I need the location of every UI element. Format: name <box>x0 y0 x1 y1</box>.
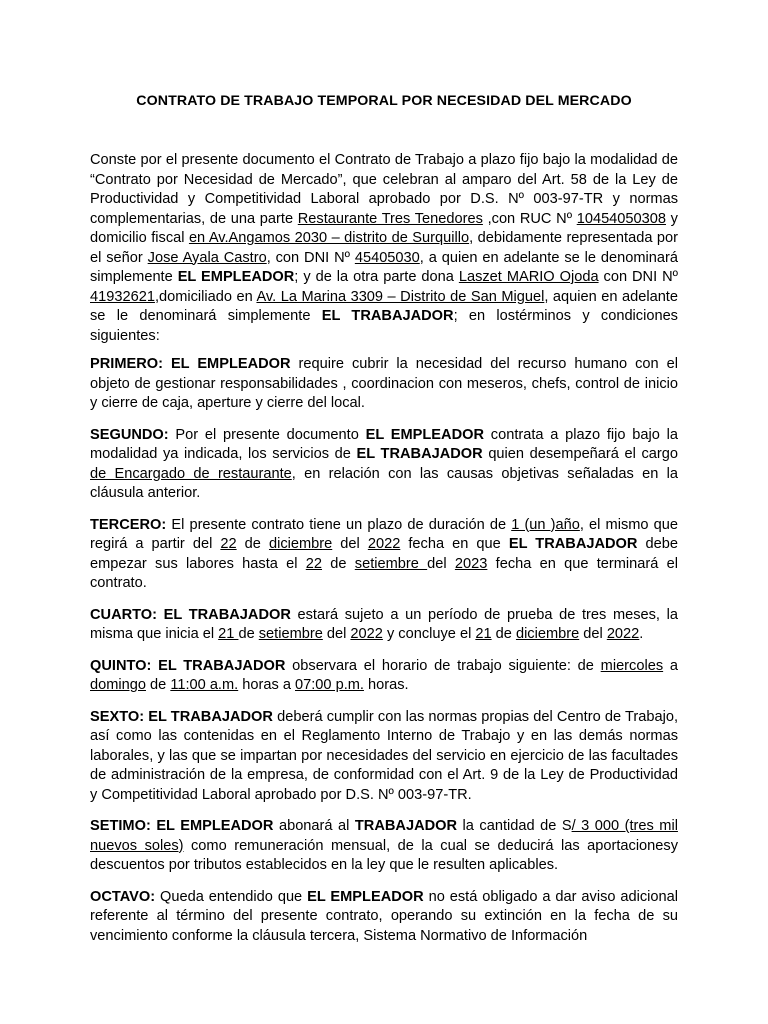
work-time-to: 07:00 p.m. <box>295 677 364 693</box>
company-ruc: 10454050308 <box>576 210 666 227</box>
clause-text: no está obligado a dar aviso adicional referente al término del presente contrato, operando su extinción en la fecha de su vencimiento conforme la cláusula tercera, Sistema Normativo de Información <box>90 888 679 944</box>
intro-text: Conste por el presente documento el Contrato de Trabajo a plazo fijo bajo la modalidad de “Contrato por Necesidad de Mercado”, que celebran al amparo del Art. 58 de la Ley de Productividad y Competitividad Laboral aprobado por D.S. Nº 003-97-TR y normas complementarias, de una parte <box>90 152 678 227</box>
party-term: EL TRABAJADOR <box>356 446 483 462</box>
start-day: 22 <box>220 536 237 552</box>
clause-text: de <box>491 626 516 642</box>
clause-label: SETIMO: <box>90 818 151 834</box>
intro-text: y domicilio fiscal <box>90 210 678 246</box>
clause-text: , el mismo que regirá a partir del <box>90 516 678 552</box>
clause-text: del <box>579 626 607 642</box>
intro-text: ,con RUC Nº <box>482 210 577 227</box>
representative-name: Jose Ayala Castro <box>147 249 267 266</box>
party-term: TRABAJADOR <box>354 818 458 834</box>
clause-text: contrata a plazo fijo bajo la modalidad ya indicada, los servicios de <box>90 426 679 462</box>
trial-end-day: 21 <box>475 626 492 642</box>
trial-end-month: diciembre <box>515 626 580 642</box>
job-position: de Encargado de restaurante <box>90 465 292 482</box>
party-term: EL TRABAJADOR <box>151 657 286 674</box>
intro-text: ; en lostérminos y condiciones siguientes: <box>90 308 678 344</box>
intro-text: ; y de la otra parte dona <box>294 269 459 285</box>
trial-end-year: 2022 <box>606 626 640 642</box>
clause-setimo <box>90 817 678 876</box>
salary-amount: / 3 000 (tres mil nuevos soles) <box>90 818 678 854</box>
clause-text: de <box>236 536 269 552</box>
trial-start-year: 2022 <box>350 626 383 642</box>
party-term: EL TRABAJADOR <box>508 536 638 552</box>
trial-start-day: 21 <box>218 626 239 642</box>
clause-text: fecha en que terminará el contrato. <box>90 555 679 591</box>
clause-text: Por el presente documento <box>168 426 366 443</box>
clause-text: de <box>145 677 171 693</box>
clause-text: del <box>427 555 455 572</box>
intro-text: , a quien en adelante se le denominará simplemente <box>90 249 678 285</box>
clause-text: horas a <box>238 677 295 693</box>
company-name: Restaurante Tres Tenedores <box>297 210 483 227</box>
intro-text: , debidamente representada por el señor <box>90 230 678 266</box>
clause-text: fecha en que <box>400 536 509 552</box>
representative-dni: 45405030 <box>354 249 420 266</box>
employer-term: EL EMPLEADOR <box>177 269 295 285</box>
clause-text: quien desempeñará el cargo <box>482 446 678 462</box>
clause-text: la cantidad de S <box>457 818 572 834</box>
work-time-from: 11:00 a.m. <box>170 677 239 693</box>
party-term: EL TRABAJADOR <box>144 708 273 725</box>
clause-text: horas. <box>363 677 409 693</box>
clause-text: debe empezar sus labores hasta el <box>90 536 678 572</box>
company-address: en Av.Angamos 2030 – distrito de Surquillo <box>188 230 470 246</box>
clause-label: SEXTO: <box>90 708 145 725</box>
start-month: diciembre <box>268 536 333 552</box>
intro-text: , aquien en adelante se le denominará simplemente <box>90 288 678 324</box>
clause-text: abonará al <box>273 818 355 834</box>
contract-body <box>90 151 678 958</box>
clause-text: a <box>663 657 678 674</box>
clause-text: de <box>238 626 259 642</box>
clause-text: Queda entendido que <box>155 888 308 905</box>
party-term: EL TRABAJADOR <box>157 606 291 623</box>
intro-paragraph <box>90 151 678 346</box>
worker-dni: 41932621 <box>90 288 155 305</box>
clause-text: El presente contrato tiene un plazo de duración de <box>166 516 512 533</box>
clause-label: OCTAVO: <box>90 888 156 905</box>
clause-text: del <box>332 536 368 552</box>
clause-text: require cubrir la necesidad del recurso humano con el objeto de gestionar responsabilidades , coordinacion con meseros, chefs, control de inicio y cierre de caja, aperture y cierre del local. <box>90 356 678 411</box>
end-day: 22 <box>305 555 323 572</box>
clause-text: como remuneración mensual, de la cual se deducirá las aportacionesy descuentos por tributos establecidos en la ley que le resulten aplicables. <box>90 837 678 873</box>
clause-text: deberá cumplir con las normas propias del Centro de Trabajo, así como las contenidas en el Reglamento Interno de Trabajo y en las demás normas laborales, y las que se impartan por necesidades del servicio en ejercicio de las facultades de administración de la empresa, de conformidad con el Art. 9 de la Ley de Productividad y Competitividad Laboral aprobado por D.S. Nº 003-97-TR. <box>90 708 678 803</box>
contract-title: CONTRATO DE TRABAJO TEMPORAL POR NECESIDAD DEL MERCADO <box>136 93 632 109</box>
clause-text: y concluye el <box>382 626 476 642</box>
work-day-from: miercoles <box>600 657 664 674</box>
clause-quinto <box>90 657 678 696</box>
clause-text: . <box>639 626 644 642</box>
clause-octavo <box>90 888 678 947</box>
clause-label: CUARTO: <box>90 606 158 623</box>
work-day-to: domingo <box>90 677 146 693</box>
worker-name: Laszet MARIO Ojoda <box>458 269 599 285</box>
clause-cuarto <box>90 606 678 645</box>
intro-text: ,domiciliado en <box>154 288 257 305</box>
worker-term: EL TRABAJADOR <box>321 308 454 324</box>
party-term: EL EMPLEADOR <box>162 356 291 372</box>
clause-label: TERCERO: <box>90 516 167 533</box>
clause-primero <box>90 355 678 414</box>
clause-label: QUINTO: <box>90 657 152 674</box>
clause-text: observara el horario de trabajo siguiente: de <box>285 657 601 674</box>
clause-segundo <box>90 426 678 504</box>
trial-start-month: setiembre <box>258 626 323 642</box>
clause-text: de <box>322 555 355 572</box>
party-term: EL EMPLEADOR <box>307 888 424 905</box>
contract-duration: 1 (un )año <box>511 516 580 533</box>
clause-tercero <box>90 516 678 594</box>
intro-text: , con DNI Nº <box>266 249 355 266</box>
worker-address: Av. La Marina 3309 – Distrito de San Miguel <box>256 288 545 305</box>
intro-text: con DNI Nº <box>598 269 678 285</box>
clause-text: del <box>322 626 351 642</box>
clause-text: estará sujeto a un período de prueba de tres meses, la misma que inicia el <box>90 606 678 642</box>
end-year: 2023 <box>454 555 488 572</box>
party-term: EL EMPLEADOR <box>365 426 485 443</box>
end-month: setiembre <box>354 555 428 572</box>
clause-text: , en relación con las causas objetivas señaladas en la cláusula anterior. <box>90 465 678 501</box>
clause-label: SEGUNDO: <box>90 426 169 443</box>
party-term: EL EMPLEADOR <box>150 818 274 834</box>
clause-label: PRIMERO: <box>90 356 163 372</box>
clause-sexto <box>90 708 678 806</box>
start-year: 2022 <box>367 536 401 552</box>
